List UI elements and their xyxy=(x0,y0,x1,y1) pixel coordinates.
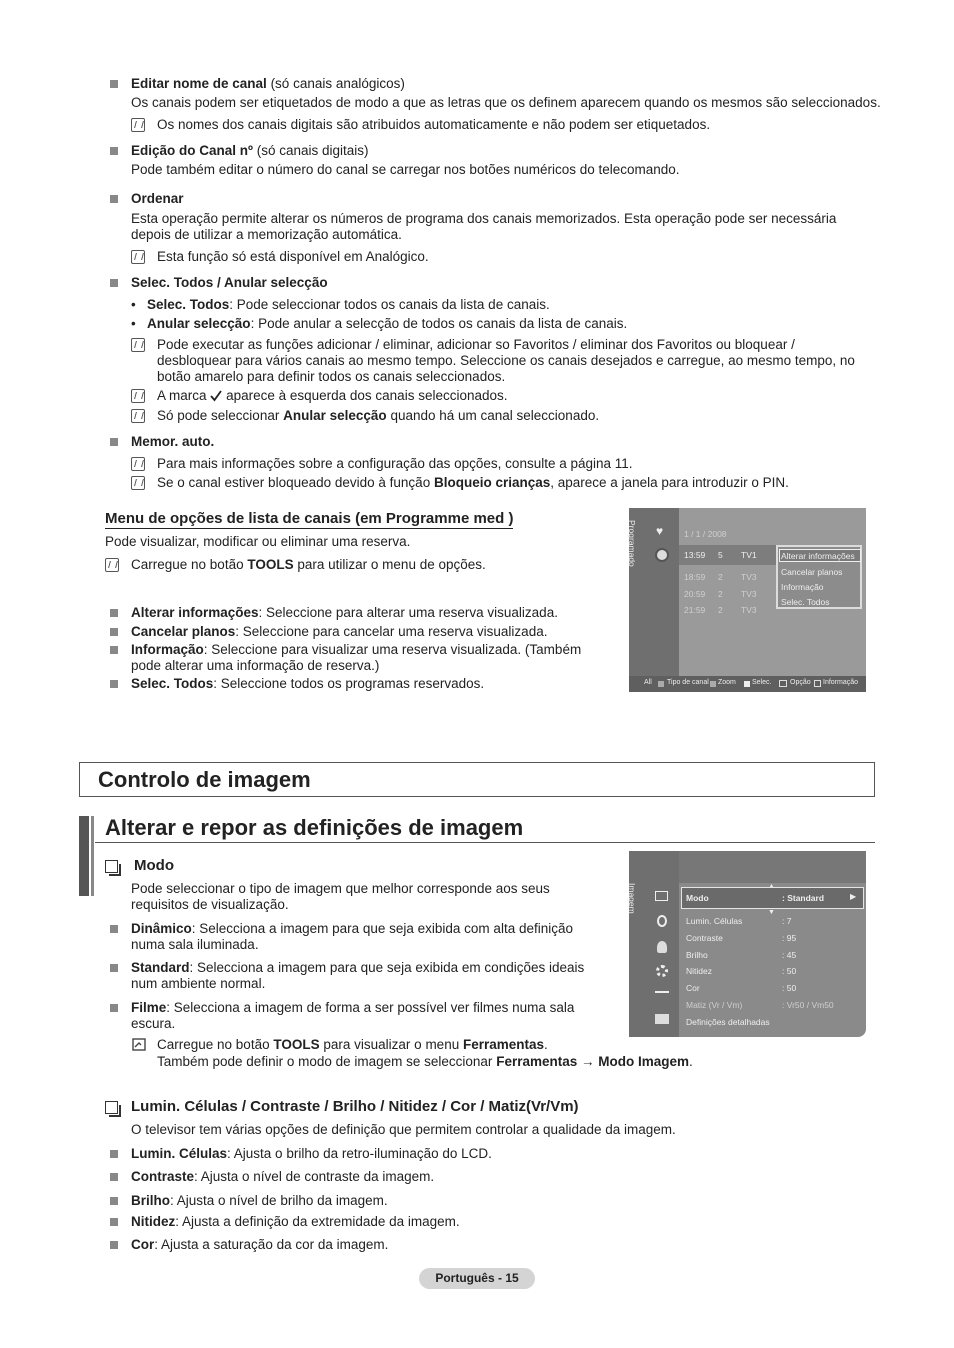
row-channel: TV3 xyxy=(741,589,757,599)
setting-label: Modo xyxy=(686,893,709,903)
option-item: Cancelar planos: Seleccione para cancelar uma reserva visualizada. xyxy=(131,624,548,639)
setting-value: : 7 xyxy=(782,916,792,926)
setting-label[interactable]: Definições detalhadas xyxy=(686,1017,770,1027)
item-desc: Os canais podem ser etiquetados de modo a que as letras que os definem aparecem quando os mesmos são seleccionados. xyxy=(131,95,881,110)
note-icon xyxy=(131,457,145,471)
row-channel: TV1 xyxy=(741,550,757,560)
lumin-item: Lumin. Células: Ajusta o brilho da retro-iluminação do LCD. xyxy=(131,1146,492,1161)
lumin-item: Contraste: Ajusta o nível de contraste da imagem. xyxy=(131,1169,435,1184)
setup-icon xyxy=(656,965,668,977)
main-title: Controlo de imagem xyxy=(98,767,311,792)
lumin-item: Brilho: Ajusta o nível de brilho da imagem. xyxy=(131,1193,388,1208)
footer-label: All xyxy=(644,679,652,686)
tv-date: 1 / 1 / 2008 xyxy=(684,529,727,539)
row-channel: TV3 xyxy=(741,605,757,615)
bullet-square xyxy=(110,147,118,155)
lumin-desc: O televisor tem várias opções de definição que permitem controlar a qualidade da imagem. xyxy=(131,1122,676,1137)
tv-side-panel xyxy=(629,851,679,1037)
setting-value: : Vr50 / Vm50 xyxy=(782,1000,834,1010)
setting-value: : 50 xyxy=(782,966,797,976)
footer-label: Informação xyxy=(823,679,859,686)
bullet-square xyxy=(110,964,118,972)
tv-popup-menu xyxy=(776,545,862,609)
tools-text: Também pode definir o modo de imagem se seleccionar Ferramentas → Modo Imagem. xyxy=(157,1054,693,1069)
note-text: Esta função só está disponível em Analógico. xyxy=(157,249,429,264)
application-icon xyxy=(655,1014,669,1024)
bullet-dot: • xyxy=(131,297,136,312)
note-icon xyxy=(131,250,145,264)
note-icon xyxy=(105,558,119,572)
note-icon xyxy=(131,338,145,352)
setting-value: : 95 xyxy=(782,933,797,943)
bullet-square xyxy=(110,646,118,654)
footer-label: Opção xyxy=(790,679,811,686)
info-icon xyxy=(814,680,821,687)
bullet-square xyxy=(110,1218,118,1226)
checkbox-icon xyxy=(105,1101,118,1114)
subtitle-underline xyxy=(95,842,875,843)
row-num: 2 xyxy=(718,572,723,582)
modo-item: Filme: Selecciona a imagem de forma a ser possível ver filmes numa sala escura. xyxy=(131,1000,575,1031)
option-item: Informação: Seleccione para visualizar uma reserva visualizada. (Também pode alterar uma informação de reserva.) xyxy=(131,642,582,673)
tv-screen-schedule xyxy=(629,508,866,692)
row-num: 2 xyxy=(718,589,723,599)
row-time: 18:59 xyxy=(684,572,706,582)
tv-top-band xyxy=(679,851,866,883)
setting-value: : Standard xyxy=(782,893,825,903)
setting-label[interactable]: Contraste xyxy=(686,933,723,943)
bullet-square xyxy=(110,195,118,203)
item-desc: Pode também editar o número do canal se carregar nos botões numéricos do telecomando. xyxy=(131,162,680,177)
note-text: Pode executar as funções adicionar / eliminar, adicionar so Favoritos / eliminar dos Favoritos ou bloquear / desbloquear para vários canais ao mesmo tempo. Seleccione os canais desejados e carregue, ao mesmo tempo, no botão amarelo para definir todos os canais seleccionados. xyxy=(157,337,855,384)
row-num: 2 xyxy=(718,605,723,615)
setting-label[interactable]: Matiz (Vr / Vm) xyxy=(686,1000,743,1010)
bullet-square xyxy=(110,438,118,446)
footer-label: Zoom xyxy=(718,679,736,686)
option-item: Selec. Todos: Seleccione todos os programas reservados. xyxy=(131,676,485,691)
note-icon xyxy=(131,409,145,423)
option-item: Alterar informações: Seleccione para alterar uma reserva visualizada. xyxy=(131,605,558,620)
row-time: 21:59 xyxy=(684,605,706,615)
menu-section-desc: Pode visualizar, modificar ou eliminar uma reserva. xyxy=(105,534,411,549)
lumin-item: Nitidez: Ajusta a definição da extremidade da imagem. xyxy=(131,1214,460,1229)
subtitle-bar-thin xyxy=(91,816,94,896)
tv-screen-picture xyxy=(629,851,866,1037)
popup-item[interactable]: Selec. Todos xyxy=(781,597,830,607)
note-icon xyxy=(131,389,145,403)
bullet-square xyxy=(110,1173,118,1181)
modo-item: Dinâmico: Selecciona a imagem para que seja exibida com alta definição numa sala iluminada. xyxy=(131,921,573,952)
note-text: Se o canal estiver bloqueado devido à função Bloqueio crianças, aparece a janela para introduzir o PIN. xyxy=(157,475,789,490)
bullet-square xyxy=(110,1197,118,1205)
tv-side-label: Programado xyxy=(627,520,637,567)
picture-icon xyxy=(655,891,668,901)
modo-heading: Modo xyxy=(134,857,174,874)
note-text: Só pode seleccionar Anular selecção quando há um canal seleccionado. xyxy=(157,408,600,423)
note-icon xyxy=(131,118,145,132)
bullet-square xyxy=(110,628,118,636)
tv-side-label: Imagem xyxy=(627,883,637,914)
row-num: 5 xyxy=(718,550,723,560)
item-title-edit-number: Edição do Canal nº (só canais digitais) xyxy=(131,143,369,158)
footer-label: Tipo de canal xyxy=(667,679,709,686)
bullet-square xyxy=(110,680,118,688)
sub-item: Anular selecção: Pode anular a selecção de todos os canais da lista de canais. xyxy=(147,316,628,331)
tools-text: Carregue no botão TOOLS para visualizar o menu Ferramentas. xyxy=(157,1037,548,1052)
item-title-order: Ordenar xyxy=(131,191,184,206)
clock-icon xyxy=(655,548,669,562)
setting-value: : 50 xyxy=(782,983,797,993)
tools-icon xyxy=(779,680,787,687)
tools-icon xyxy=(131,1037,147,1053)
item-title-edit-name: Editar nome de canal (só canais analógicos) xyxy=(131,76,405,91)
row-channel: TV3 xyxy=(741,572,757,582)
popup-item[interactable]: Alterar informações xyxy=(781,551,855,561)
bullet-square xyxy=(110,1241,118,1249)
bullet-square xyxy=(110,80,118,88)
square-icon xyxy=(710,681,716,687)
setting-value: : 45 xyxy=(782,950,797,960)
menu-section-title: Menu de opções de lista de canais (em Programme med ) xyxy=(105,510,514,527)
lumin-heading: Lumin. Células / Contraste / Brilho / Nitidez / Cor / Matiz(Vr/Vm) xyxy=(131,1098,579,1115)
square-icon xyxy=(744,681,750,687)
channel-icon xyxy=(657,941,667,953)
square-icon xyxy=(658,681,664,687)
bullet-square xyxy=(110,925,118,933)
note-text: Os nomes dos canais digitais são atribuidos automaticamente e não podem ser etiquetados. xyxy=(157,117,711,132)
sub-title: Alterar e repor as definições de imagem xyxy=(105,815,524,840)
bullet-square xyxy=(110,279,118,287)
subtitle-bar xyxy=(79,816,89,896)
popup-item[interactable]: Cancelar planos xyxy=(781,567,843,577)
bullet-square xyxy=(110,609,118,617)
heart-icon: ♥ xyxy=(656,524,664,538)
setting-label[interactable]: Lumin. Células xyxy=(686,916,743,926)
scroll-down-icon: ▼ xyxy=(768,909,775,916)
arrow-right-icon: ▶ xyxy=(850,892,857,901)
bullet-square xyxy=(110,1150,118,1158)
checkmark-icon xyxy=(210,390,222,402)
item-title-memor: Memor. auto. xyxy=(131,434,215,449)
setting-label[interactable]: Brilho xyxy=(686,950,708,960)
modo-item: Standard: Selecciona a imagem para que seja exibida em condições ideais num ambiente normal. xyxy=(131,960,585,991)
lumin-item: Cor: Ajusta a saturação da cor da imagem. xyxy=(131,1237,389,1252)
sound-icon xyxy=(657,915,667,927)
bullet-dot: • xyxy=(131,316,136,331)
popup-item[interactable]: Informação xyxy=(781,582,824,592)
item-desc: Esta operação permite alterar os números de programa dos canais memorizados. Esta operação pode ser necessária depois de utilizar a memorização automática. xyxy=(131,211,837,242)
modo-desc: Pode seleccionar o tipo de imagem que melhor corresponde aos seus requisitos de visualização. xyxy=(131,881,550,912)
note-icon xyxy=(131,476,145,490)
checkbox-icon xyxy=(105,860,118,873)
setting-label[interactable]: Nitidez xyxy=(686,966,712,976)
sub-item: Selec. Todos: Pode seleccionar todos os canais da lista de canais. xyxy=(147,297,550,312)
item-title-select: Selec. Todos / Anular selecção xyxy=(131,275,328,290)
note-text: A marca aparece à esquerda dos canais seleccionados. xyxy=(157,388,508,403)
setting-label[interactable]: Cor xyxy=(686,983,700,993)
bullet-square xyxy=(110,1004,118,1012)
row-time: 13:59 xyxy=(684,550,706,560)
page-number-badge: Português - 15 xyxy=(419,1268,535,1289)
footer-label: Selec. xyxy=(752,679,772,686)
note-text: Carregue no botão TOOLS para utilizar o menu de opções. xyxy=(131,557,486,572)
note-text: Para mais informações sobre a configuração das opções, consulte a página 11. xyxy=(157,456,633,471)
input-icon xyxy=(655,991,669,997)
row-time: 20:59 xyxy=(684,589,706,599)
